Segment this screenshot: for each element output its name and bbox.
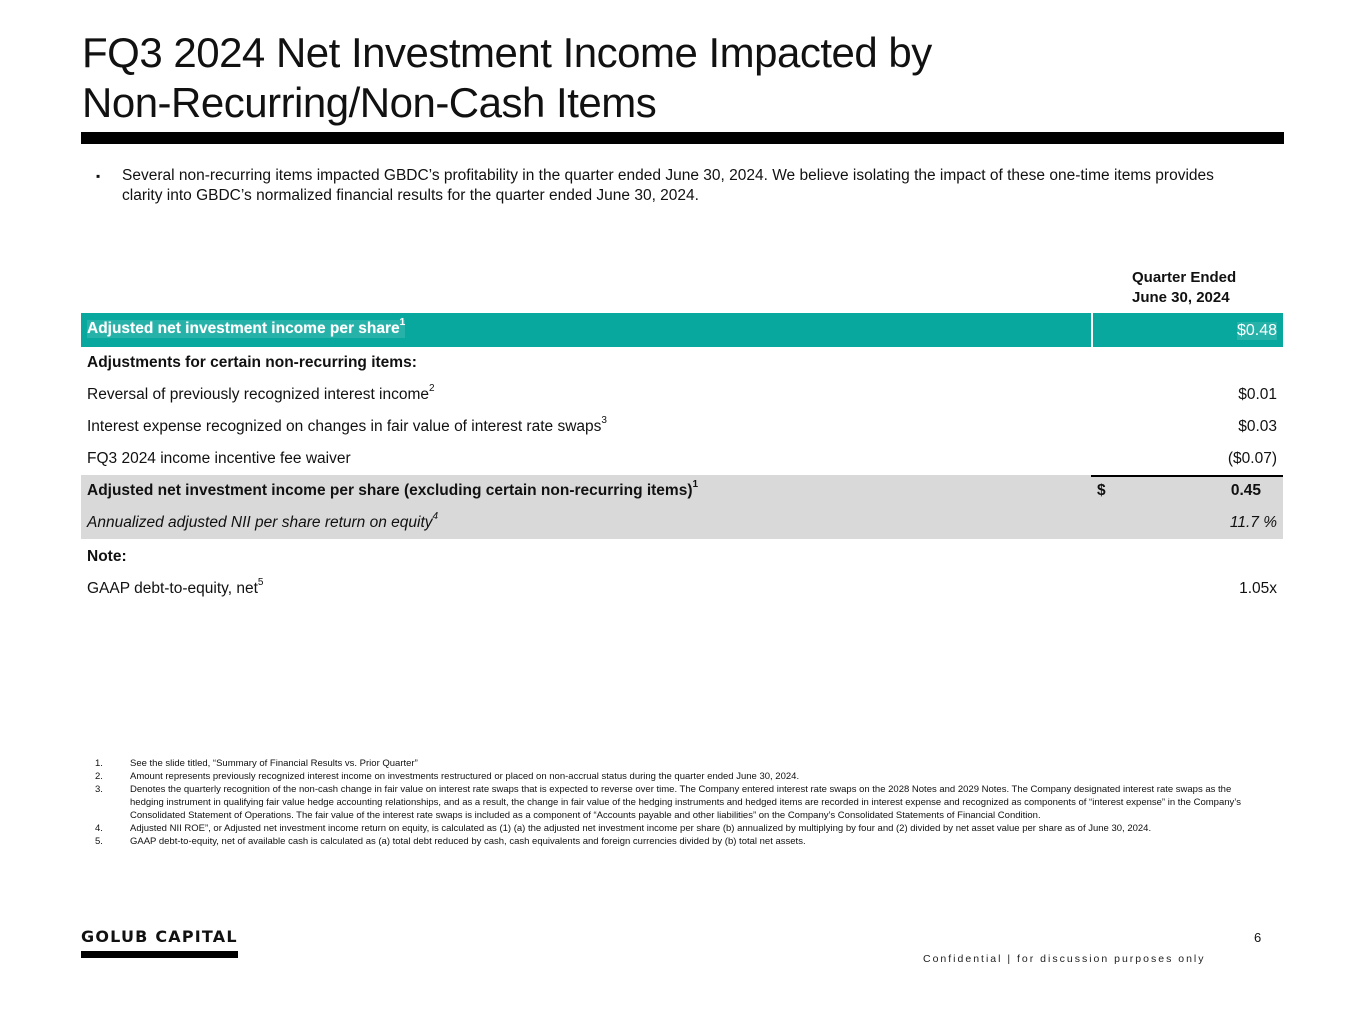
row-label: Reversal of previously recognized interest income$^2$ [87, 383, 435, 403]
table-row-fee-waiver [81, 443, 1283, 475]
row-value: ($0.07) [1227, 450, 1277, 467]
bullet-text: Several non-recurring items impacted GBDC’s profitability in the quarter ended June 30, 2024. We believe isolating the impact of these one-time items provides clarity into GBDC’s normalized financial results for the quarter ended June 30, 2024. [122, 167, 1214, 204]
column-header-line-2: June 30, 2024 [1132, 289, 1230, 306]
nii-table [81, 313, 1283, 605]
row-value: 1.05x [1239, 580, 1277, 597]
confidential-notice: Confidential | for discussion purposes only [923, 953, 1206, 965]
title-rule [81, 132, 1284, 144]
footnote: 1. See the slide titled, “Summary of Financial Results vs. Prior Quarter” [95, 758, 418, 769]
table-row-adjustments-heading [81, 347, 1283, 379]
column-header-line-1: Quarter Ended [1132, 269, 1237, 286]
row-value: 0.45 [1230, 482, 1261, 499]
row-value: 11.7 % [1229, 514, 1277, 531]
row-value: $0.48 [1236, 322, 1277, 339]
row-label: Adjusted net investment income per share (excluding certain non-recurring items)$^1$ [87, 479, 699, 499]
row-label: Note: [87, 548, 127, 565]
table-row-adjusted-nii-excluding [81, 475, 1283, 507]
table-row-reversal [81, 379, 1283, 411]
row-value: $0.01 [1238, 386, 1277, 403]
table-row-roe [81, 507, 1283, 539]
logo-underline [81, 951, 238, 958]
footnote: 2. Amount represents previously recognized interest income on investments restructured or placed on non-accrual status during the quarter ended June 30, 2024. [95, 771, 800, 782]
row-label: Annualized adjusted NII per share return on equity$^4$ [87, 511, 439, 531]
row-value: $0.03 [1238, 418, 1277, 435]
table-row-note [81, 541, 1283, 573]
column-header [1100, 268, 1272, 308]
table-row-interest-swaps [81, 411, 1283, 443]
footnotes [95, 757, 1265, 848]
table-row-debt-to-equity [81, 573, 1283, 605]
title-line-1: FQ3 2024 Net Investment Income Impacted by [82, 29, 932, 76]
golub-capital-logo: GOLUB CAPITAL [81, 927, 238, 946]
row-label: Adjusted net investment income per share$^1$ [87, 317, 406, 337]
row-label: Interest expense recognized on changes in fair value of interest rate swaps$^3$ [87, 415, 607, 435]
row-label: GAAP debt-to-equity, net$^5$ [87, 577, 264, 597]
page-number: 6 [1254, 930, 1262, 945]
footnote: 5. GAAP debt-to-equity, net of available cash is calculated as (a) total debt reduced by cash, cash equivalents and foreign currencies divided by (b) total net assets. [95, 836, 806, 847]
row-label: FQ3 2024 income incentive fee waiver [87, 450, 351, 467]
footnote: 3. Denotes the quarterly recognition of the non-cash change in fair value on interest rate swaps that is expected to reverse over time. The Company entered interest rate swaps on the 2028 Notes and 2029 Notes. The Company designated interest rate swaps as the hedging instrument in qualifying fair value hedge accounting relationships, and as a result, the change in fair value of the hedging instruments and hedged items are recorded in interest expense and recognized as components of “interest expense” in the Company’s Consolidated Statement of Operations. The fair value of the interest rate swaps is included as a component of “Accounts payable and other liabilities” on the Company’s Consolidated Statements of Financial Condition. [95, 784, 1241, 821]
dollar-sign: $ [1097, 482, 1106, 499]
row-label: Adjustments for certain non-recurring items: [87, 354, 417, 371]
intro-bullet [96, 166, 1246, 206]
title-line-2: Non-Recurring/Non-Cash Items [82, 79, 657, 126]
slide-title [82, 28, 1182, 128]
bullet-marker: ▪ [96, 169, 101, 183]
table-row-adjusted-nii [81, 313, 1283, 347]
footnote: 4. Adjusted NII ROE”, or Adjusted net investment income return on equity, is calculated as (1) (a) the adjusted net investment income per share (b) annualized by multiplying by four and (2) divided by net asset value per share as of June 30, 2024. [95, 823, 1152, 834]
